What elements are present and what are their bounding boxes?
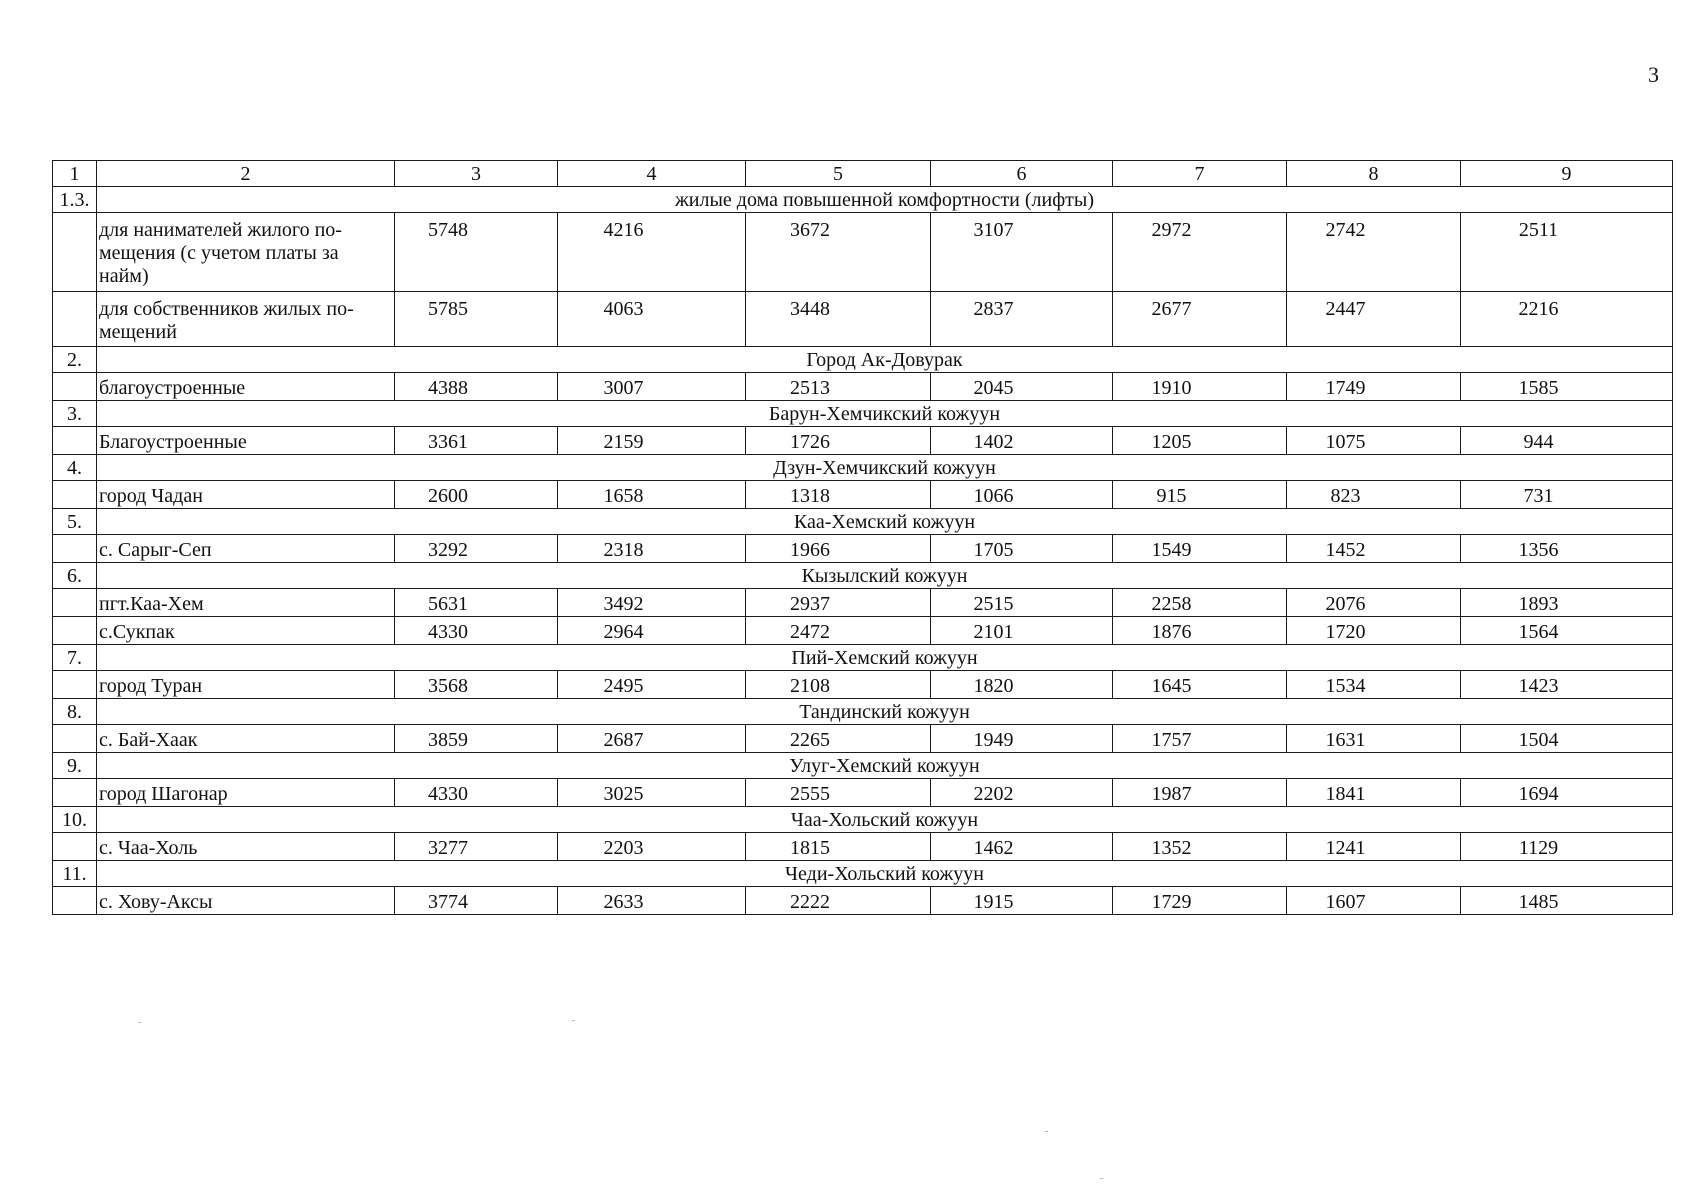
value-cell: 3774: [395, 887, 558, 915]
column-header: 4: [558, 161, 746, 187]
value-cell: 2677: [1113, 292, 1287, 347]
value-cell: 2937: [746, 589, 931, 617]
section-row: [53, 753, 1673, 779]
row-number-cell: [53, 373, 97, 401]
table-row: [53, 373, 1673, 401]
value-cell: 2159: [558, 427, 746, 455]
row-name: с. Бай-Хаак: [97, 725, 395, 753]
value-cell: 2108: [746, 671, 931, 699]
value-cell: 3292: [395, 535, 558, 563]
value-cell: 1820: [931, 671, 1113, 699]
row-number-cell: [53, 427, 97, 455]
value-cell: 3448: [746, 292, 931, 347]
scan-speck: [1100, 1178, 1103, 1179]
table-row: [53, 671, 1673, 699]
section-title: Барун-Хемчикский кожуун: [97, 401, 1673, 427]
value-cell: 2076: [1287, 589, 1461, 617]
row-name: благоустроенные: [97, 373, 395, 401]
section-number: 4.: [53, 455, 97, 481]
value-cell: 5785: [395, 292, 558, 347]
scan-speck: [1045, 1131, 1048, 1132]
section-title: Город Ак-Довурак: [97, 347, 1673, 373]
value-cell: 2447: [1287, 292, 1461, 347]
value-cell: 1987: [1113, 779, 1287, 807]
column-header: 6: [931, 161, 1113, 187]
section-row: [53, 645, 1673, 671]
value-cell: 2600: [395, 481, 558, 509]
section-title: Тандинский кожуун: [97, 699, 1673, 725]
value-cell: 3492: [558, 589, 746, 617]
value-cell: 4388: [395, 373, 558, 401]
value-cell: 2045: [931, 373, 1113, 401]
value-cell: 1504: [1461, 725, 1673, 753]
column-header: 3: [395, 161, 558, 187]
section-row: [53, 861, 1673, 887]
row-name: с. Чаа-Холь: [97, 833, 395, 861]
section-number: 9.: [53, 753, 97, 779]
value-cell: 3672: [746, 213, 931, 292]
section-title: Улуг-Хемский кожуун: [97, 753, 1673, 779]
section-title: Чеди-Хольский кожуун: [97, 861, 1673, 887]
value-cell: 1705: [931, 535, 1113, 563]
value-cell: 1318: [746, 481, 931, 509]
value-cell: 2222: [746, 887, 931, 915]
section-number: 6.: [53, 563, 97, 589]
value-cell: 2318: [558, 535, 746, 563]
value-cell: 1356: [1461, 535, 1673, 563]
section-row: [53, 699, 1673, 725]
value-cell: 1462: [931, 833, 1113, 861]
value-cell: 1423: [1461, 671, 1673, 699]
value-cell: 3025: [558, 779, 746, 807]
row-number-cell: [53, 671, 97, 699]
value-cell: 3568: [395, 671, 558, 699]
value-cell: 1564: [1461, 617, 1673, 645]
table-row: [53, 481, 1673, 509]
value-cell: 1534: [1287, 671, 1461, 699]
value-cell: 1757: [1113, 725, 1287, 753]
value-cell: 2216: [1461, 292, 1673, 347]
row-number-cell: [53, 887, 97, 915]
section-row: [53, 187, 1673, 213]
value-cell: 1241: [1287, 833, 1461, 861]
value-cell: 1631: [1287, 725, 1461, 753]
table-row: [53, 589, 1673, 617]
value-cell: 1585: [1461, 373, 1673, 401]
value-cell: 2101: [931, 617, 1113, 645]
value-cell: 3107: [931, 213, 1113, 292]
section-row: [53, 347, 1673, 373]
row-number-cell: [53, 617, 97, 645]
section-title: Кызылский кожуун: [97, 563, 1673, 589]
section-row: [53, 509, 1673, 535]
value-cell: 3859: [395, 725, 558, 753]
value-cell: 2203: [558, 833, 746, 861]
section-title: жилые дома повышенной комфортности (лифты): [97, 187, 1673, 213]
section-title: Каа-Хемский кожуун: [97, 509, 1673, 535]
section-number: 5.: [53, 509, 97, 535]
row-name: для нанимателей жилого по-мещения (с учетом платы за найм): [97, 213, 395, 292]
value-cell: 1694: [1461, 779, 1673, 807]
value-cell: 1645: [1113, 671, 1287, 699]
value-cell: 3361: [395, 427, 558, 455]
value-cell: 1658: [558, 481, 746, 509]
value-cell: 1910: [1113, 373, 1287, 401]
value-cell: 1549: [1113, 535, 1287, 563]
column-header: 8: [1287, 161, 1461, 187]
row-number-cell: [53, 833, 97, 861]
row-name: для собственников жилых по-мещений: [97, 292, 395, 347]
value-cell: 1876: [1113, 617, 1287, 645]
value-cell: 915: [1113, 481, 1287, 509]
value-cell: 1949: [931, 725, 1113, 753]
column-header: 1: [53, 161, 97, 187]
row-name: город Шагонар: [97, 779, 395, 807]
value-cell: 2837: [931, 292, 1113, 347]
row-name: с.Сукпак: [97, 617, 395, 645]
value-cell: 2511: [1461, 213, 1673, 292]
value-cell: 3007: [558, 373, 746, 401]
row-number-cell: [53, 292, 97, 347]
value-cell: 1729: [1113, 887, 1287, 915]
section-number: 2.: [53, 347, 97, 373]
value-cell: 1893: [1461, 589, 1673, 617]
value-cell: 2513: [746, 373, 931, 401]
value-cell: 2742: [1287, 213, 1461, 292]
value-cell: 2495: [558, 671, 746, 699]
column-number-row: [53, 161, 1673, 187]
value-cell: 944: [1461, 427, 1673, 455]
row-number-cell: [53, 725, 97, 753]
column-header: 5: [746, 161, 931, 187]
value-cell: 1966: [746, 535, 931, 563]
value-cell: 5631: [395, 589, 558, 617]
value-cell: 823: [1287, 481, 1461, 509]
table-row: [53, 725, 1673, 753]
value-cell: 2265: [746, 725, 931, 753]
table-row: [53, 833, 1673, 861]
row-name: пгт.Каа-Хем: [97, 589, 395, 617]
value-cell: 1402: [931, 427, 1113, 455]
value-cell: 5748: [395, 213, 558, 292]
value-cell: 1841: [1287, 779, 1461, 807]
value-cell: 2472: [746, 617, 931, 645]
section-row: [53, 401, 1673, 427]
column-header: 9: [1461, 161, 1673, 187]
row-number-cell: [53, 779, 97, 807]
column-header: 2: [97, 161, 395, 187]
value-cell: 4216: [558, 213, 746, 292]
value-cell: 1749: [1287, 373, 1461, 401]
row-number-cell: [53, 481, 97, 509]
page-number: 3: [1648, 62, 1659, 87]
value-cell: 1066: [931, 481, 1113, 509]
value-cell: 2964: [558, 617, 746, 645]
section-number: 3.: [53, 401, 97, 427]
table-row: [53, 535, 1673, 563]
section-row: [53, 807, 1673, 833]
value-cell: 2687: [558, 725, 746, 753]
value-cell: 1815: [746, 833, 931, 861]
value-cell: 4330: [395, 779, 558, 807]
value-cell: 1075: [1287, 427, 1461, 455]
table-row: [53, 213, 1673, 292]
scan-speck: [138, 1022, 141, 1023]
section-row: [53, 563, 1673, 589]
scan-speck: [572, 1020, 575, 1021]
column-header: 7: [1113, 161, 1287, 187]
section-number: 1.3.: [53, 187, 97, 213]
value-cell: 2258: [1113, 589, 1287, 617]
section-title: Чаа-Хольский кожуун: [97, 807, 1673, 833]
value-cell: 1607: [1287, 887, 1461, 915]
value-cell: 3277: [395, 833, 558, 861]
row-name: с. Сарыг-Сеп: [97, 535, 395, 563]
row-name: Благоустроенные: [97, 427, 395, 455]
row-number-cell: [53, 213, 97, 292]
value-cell: 731: [1461, 481, 1673, 509]
value-cell: 2633: [558, 887, 746, 915]
value-cell: 1205: [1113, 427, 1287, 455]
value-cell: 1915: [931, 887, 1113, 915]
table-row: [53, 779, 1673, 807]
row-number-cell: [53, 589, 97, 617]
value-cell: 4063: [558, 292, 746, 347]
section-number: 10.: [53, 807, 97, 833]
value-cell: 1352: [1113, 833, 1287, 861]
row-name: город Туран: [97, 671, 395, 699]
value-cell: 2555: [746, 779, 931, 807]
table-row: [53, 617, 1673, 645]
value-cell: 1129: [1461, 833, 1673, 861]
table-body: [53, 161, 1673, 915]
section-number: 7.: [53, 645, 97, 671]
table-row: [53, 427, 1673, 455]
tariff-table: [52, 160, 1673, 915]
value-cell: 2202: [931, 779, 1113, 807]
row-name: с. Хову-Аксы: [97, 887, 395, 915]
section-title: Пий-Хемский кожуун: [97, 645, 1673, 671]
section-title: Дзун-Хемчикский кожуун: [97, 455, 1673, 481]
table-row: [53, 887, 1673, 915]
section-number: 8.: [53, 699, 97, 725]
value-cell: 1726: [746, 427, 931, 455]
section-row: [53, 455, 1673, 481]
value-cell: 2515: [931, 589, 1113, 617]
row-name: город Чадан: [97, 481, 395, 509]
value-cell: 2972: [1113, 213, 1287, 292]
row-number-cell: [53, 535, 97, 563]
table-row: [53, 292, 1673, 347]
value-cell: 1452: [1287, 535, 1461, 563]
value-cell: 4330: [395, 617, 558, 645]
section-number: 11.: [53, 861, 97, 887]
value-cell: 1485: [1461, 887, 1673, 915]
value-cell: 1720: [1287, 617, 1461, 645]
